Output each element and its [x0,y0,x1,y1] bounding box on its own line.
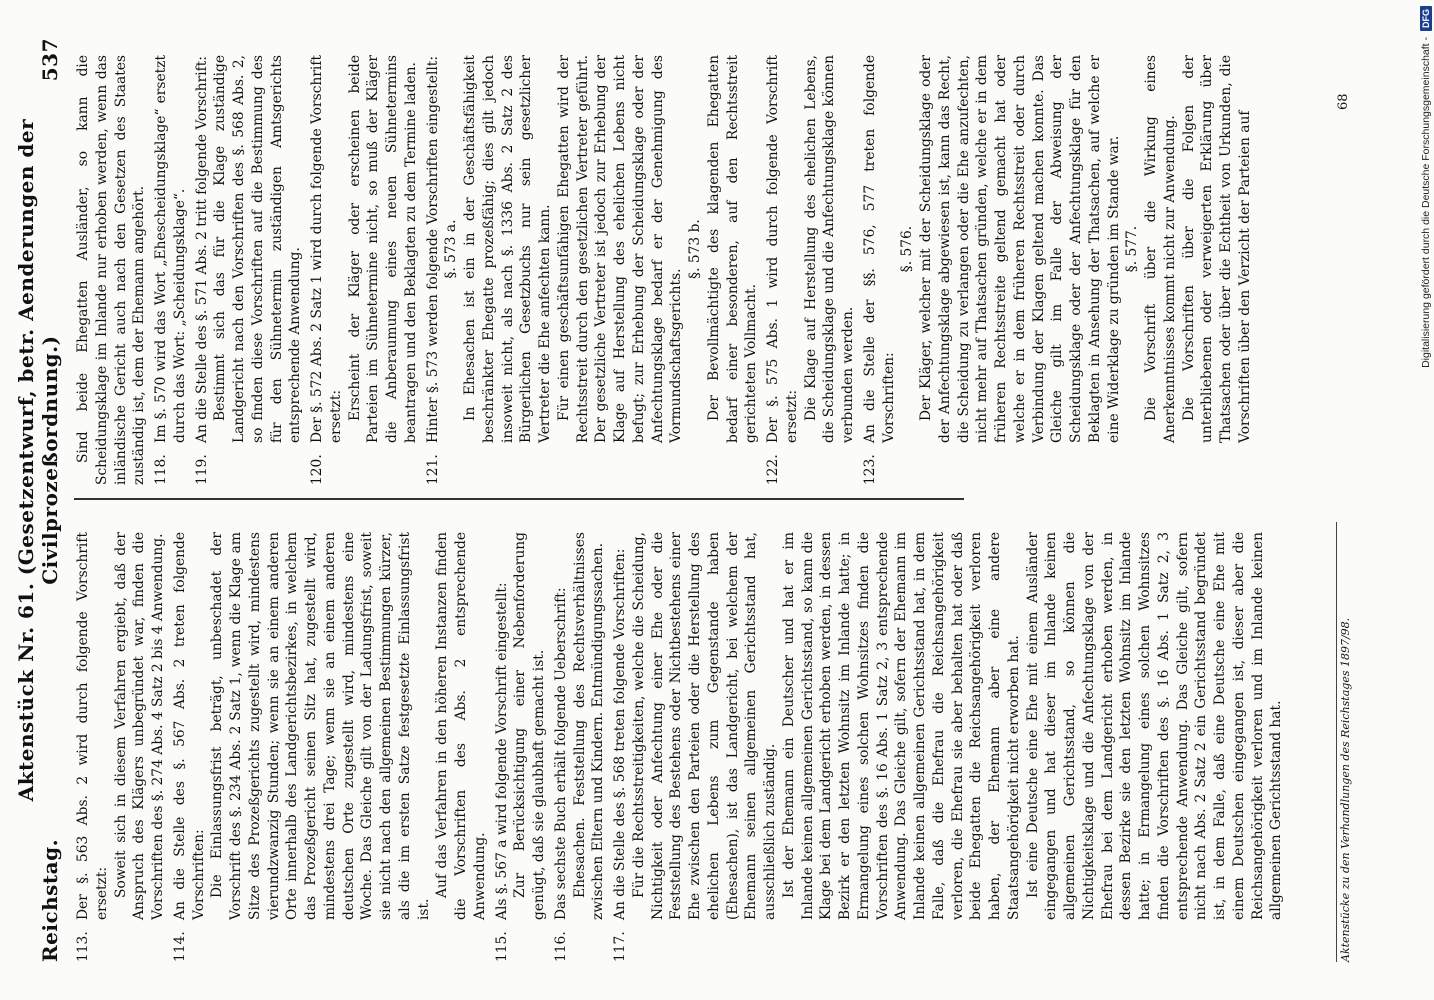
section [171,532,490,962]
paragraph: Die Einlassungsfrist beträgt, unbeschadet der Vorschrift des §. 234 Abs. 2 Satz 1, wenn die Klage am Sitze des Prozeßgerichts zugestellt wird, mindestens vierundzwanzig Stunden; wenn sie an einem anderen Orte innerhalb des Landgerichtsbezirkes, in welchem das Prozeßgericht seinen Sitz hat, zugestellt wird, mindestens drei Tage; wenn sie an einem anderen deutschen Orte zugestellt wird, mindestens eine Woche. Das Gleiche gilt von der Ladungsfrist, soweit sie nicht nach den allgemeinen Bestimmungen kürzer, als die im ersten Satze festgesetzte Einlassungsfrist ist. [209,532,432,920]
stamp-text: Digitalisierung gefördert durch die Deutsche Forschungsgemeinschaft - [1420,37,1432,368]
paragraph: Bestimmt sich das für die Klage zuständige Landgericht nach den Vorschriften des §. 568 Abs. 2, so finden diese Vorschriften auf die Bestimmung des für den Sühnetermin zuständigen Amtsgerichts entsprechende Anwendung. [212,55,304,443]
paragraph: Ist der Ehemann ein Deutscher und hat er im Inlande keinen allgemeinen Gerichtsstand, so kann die Klage bei dem Landgericht erhoben werden, in dessen Bezirk er den letzten Wohnsitz im Inlande hatte; in Ermangelung eines solchen Wohnsitzes finden die Vorschriften des §. 16 Abs. 1 Satz 2, 3 entsprechende Anwendung. Das Gleiche gilt, sofern der Ehemann im Inlande keinen allgemeinen Gerichtsstand hat, in dem Falle, daß die Ehefrau die Reichsangehörigkeit verloren, die Ehefrau sie aber behalten hat oder daß beide Ehegatten die Reichsangehörigkeit verloren haben, der Ehemann aber eine andere Staatsangehörigkeit nicht erworben hat. [780,532,1022,920]
paragraph: An die Stelle der §§. 576, 577 treten folgende Vorschriften: [861,55,897,443]
section [424,55,762,485]
footnote: Aktenstücke zu den Verhandlungen des Reichstages 1897/98. [1336,522,1352,962]
section-number: 114. [171,931,188,962]
header-subtitle: (Gesetzentwurf, betr. Aenderungen der Civilprozeßordnung.) [14,118,62,585]
section-number: 118. [153,454,169,485]
paragraph: Für die Rechtsstreitigkeiten, welche die Scheidung, Nichtigkeit oder Anfechtung einer Ehe oder die Feststellung des Bestehens oder Nichtbestehens einer Ehe zwischen den Parteien oder die Herstellung des ehelichen Lebens zum Gegenstande haben (Ehesachen), ist das Landgericht, bei welchem der Ehemann seinen allgemeinen Gerichtsstand hat, ausschließlich zuständig. [630,532,778,920]
running-header [14,38,62,962]
dfg-logo: DFG [1420,6,1432,31]
section-number: 117. [612,931,628,962]
section-number: 123. [861,454,878,485]
paragraph: Der Kläger, welcher mit der Scheidungsklage oder der Anfechtungsklage abgewiesen ist, kann das Recht, die Scheidung zu verlangen oder die Ehe anzufechten, nicht mehr auf Thatsachen gründen, welche er in dem früheren Rechtsstreite geltend gemacht hat oder welche er in dem früheren Rechtsstreit oder durch Verbindung der Klagen geltend machen konnte. Das Gleiche gilt im Falle der Abweisung der Scheidungsklage oder der Anfechtungsklage für den Beklagten in Ansehung der Thatsachen, auf welche er eine Widerklage zu gründen im Stande war. [918,55,1122,443]
paragraph: Das sechste Buch erhält folgende Ueberschrift: [552,587,569,920]
paragraph: In Ehesachen ist ein in der Geschäftsfähigkeit beschränkter Ehegatte prozeßfähig; dies gilt jedoch insoweit nicht, als nach §. 1336 Abs. 2 Satz 2 des Bürgerlichen Gesetzbuchs nur sein gesetzlicher Vertreter die Ehe anfechten kann. [462,55,553,443]
section-number: 122. [765,454,781,485]
section [193,55,306,485]
header-title [14,81,62,839]
paragraph: Auf das Verfahren in den höheren Instanzen finden die Vorschriften des Abs. 2 entsprechende Anwendung. [434,532,488,920]
paragraph: Sind beide Ehegatten Ausländer, so kann die Scheidungsklage im Inlande nur erhoben werden, wenn das inländische Gericht auch nach den Gesetzen des Staates zuständig ist, dem der Ehemann angehört. [75,55,148,485]
paragraph: Als §. 567 a wird folgende Vorschrift eingestellt: [493,582,510,920]
paragraph: An die Stelle des §. 567 Abs. 2 treten folgende Vorschriften: [171,532,207,920]
paragraph: Der Bevollmächtigte des klagenden Ehegatten bedarf einer besonderen, auf den Rechtsstreit gerichteten Vollmacht. [705,55,760,443]
header-piece: Aktenstück Nr. 61. [14,582,38,802]
section-number: 120. [309,454,325,485]
digitization-stamp [1415,6,1433,994]
paragraph: Die Vorschrift über die Wirkung eines Anerkenntnisses kommt nicht zur Anwendung. [1143,55,1178,443]
section-number: 116. [552,931,569,962]
paragraph: Soweit sich in diesem Verfahren ergiebt, daß der Anspruch des Klägers unbegründet war, finden die Vorschriften des §. 274 Abs. 4 Satz 2 bis 4 Anwendung. [112,532,166,920]
header-reichstag: Reichstag. [38,838,62,962]
paragraph: Hinter §. 573 werden folgende Vorschriften eingestellt: [424,56,441,443]
paragraph-heading: §. 573 a. [443,219,460,279]
page-number: 537 [38,38,62,82]
section-number: 115. [493,931,510,962]
paragraph: Für einen geschäftsunfähigen Ehegatten wird der Rechtsstreit durch den gesetzlichen Vertreter geführt. Der gesetzliche Vertreter ist jedoch zur Erhebung der Klage auf Herstellung des ehelichen Lebens nicht befugt; zur Erhebung der Scheidungsklage oder der Anfechtungsklage bedarf er der Genehmigung des Vormundschaftsgerichts. [555,55,685,443]
paragraph: Ist eine Deutsche eine Ehe mit einem Ausländer eingegangen und hat dieser im Inlande keinen allgemeinen Gerichtsstand, so können die Nichtigkeitsklage und die Anfechtungsklage von der Ehefrau bei dem Landgericht erhoben werden, in dessen Bezirke sie den letzten Wohnsitz im Inlande hatte; in Ermangelung eines solchen Wohnsitzes finden die Vorschriften des §. 16 Abs. 1 Satz 2, 3 entsprechende Anwendung. Das Gleiche gilt, sofern nicht nach Abs. 2 Satz 2 ein Gerichtsstand begründet ist, in dem Falle, daß eine Deutsche eine Ehe mit einem Deutschen eingegangen ist, dieser aber die Reichsangehörigkeit verloren und im Inlande keinen allgemeinen Gerichtsstand hat. [1024,532,1285,920]
paragraph: Zur Berücksichtigung einer Nebenforderung genügt, daß sie glaubhaft gemacht ist. [512,532,547,920]
section-number: 121. [424,454,441,485]
paragraph: An die Stelle des §. 571 Abs. 2 tritt folgende Vorschrift: [193,56,210,443]
section [611,532,1286,962]
section [552,532,608,962]
section [764,55,858,485]
paragraph: Der §. 575 Abs. 1 wird durch folgende Vorschrift ersetzt: [765,55,800,443]
paragraph: Die Klage auf Herstellung des ehelichen Lebens, die Scheidungsklage und die Anfechtungsklage können verbunden werden. [802,55,856,443]
paragraph: Erscheint der Kläger oder erscheinen beide Parteien im Sühnetermine nicht, so muß der Kläger die Anberaumung eines neuen Sühnetermins beantragen und den Beklagten zu dem Termine laden. [346,55,419,443]
paragraph: Im §. 570 wird das Wort „Ehescheidungsklage“ ersetzt durch das Wort: „Scheidungsklage“. [153,55,188,443]
section [493,532,549,962]
paragraph: Die Vorschriften über die Folgen der unterbliebenen oder verweigerten Erklärung über Thatsachen oder über die Echtheit von Urkunden, die Vorschriften über den Verzicht der Parteien auf [1180,55,1253,443]
column-divider [74,499,964,501]
section [861,55,1255,485]
paragraph: Ehesachen. Feststellung des Rechtsverhältnisses zwischen Eltern und Kindern. Entmündigungssachen. [571,532,607,920]
signature-mark: 68 [1336,93,1351,110]
section-number: 119. [193,454,210,485]
section [308,55,421,485]
paragraph-heading: §. 576. [899,225,916,273]
left-column [74,532,1289,962]
section [74,532,168,962]
paragraph-heading: §. 573 b. [687,219,703,279]
paragraph: Der §. 563 Abs. 2 wird durch folgende Vorschrift ersetzt: [75,532,110,920]
section [74,55,149,485]
section [152,55,190,485]
paragraph: Der §. 572 Abs. 2 Satz 1 wird durch folgende Vorschrift ersetzt: [309,55,344,443]
section-number: 113. [75,931,91,962]
paragraph-heading: §. 577. [1124,225,1141,273]
paragraph: An die Stelle des §. 568 treten folgende Vorschriften: [612,548,628,920]
right-column [74,55,1258,485]
